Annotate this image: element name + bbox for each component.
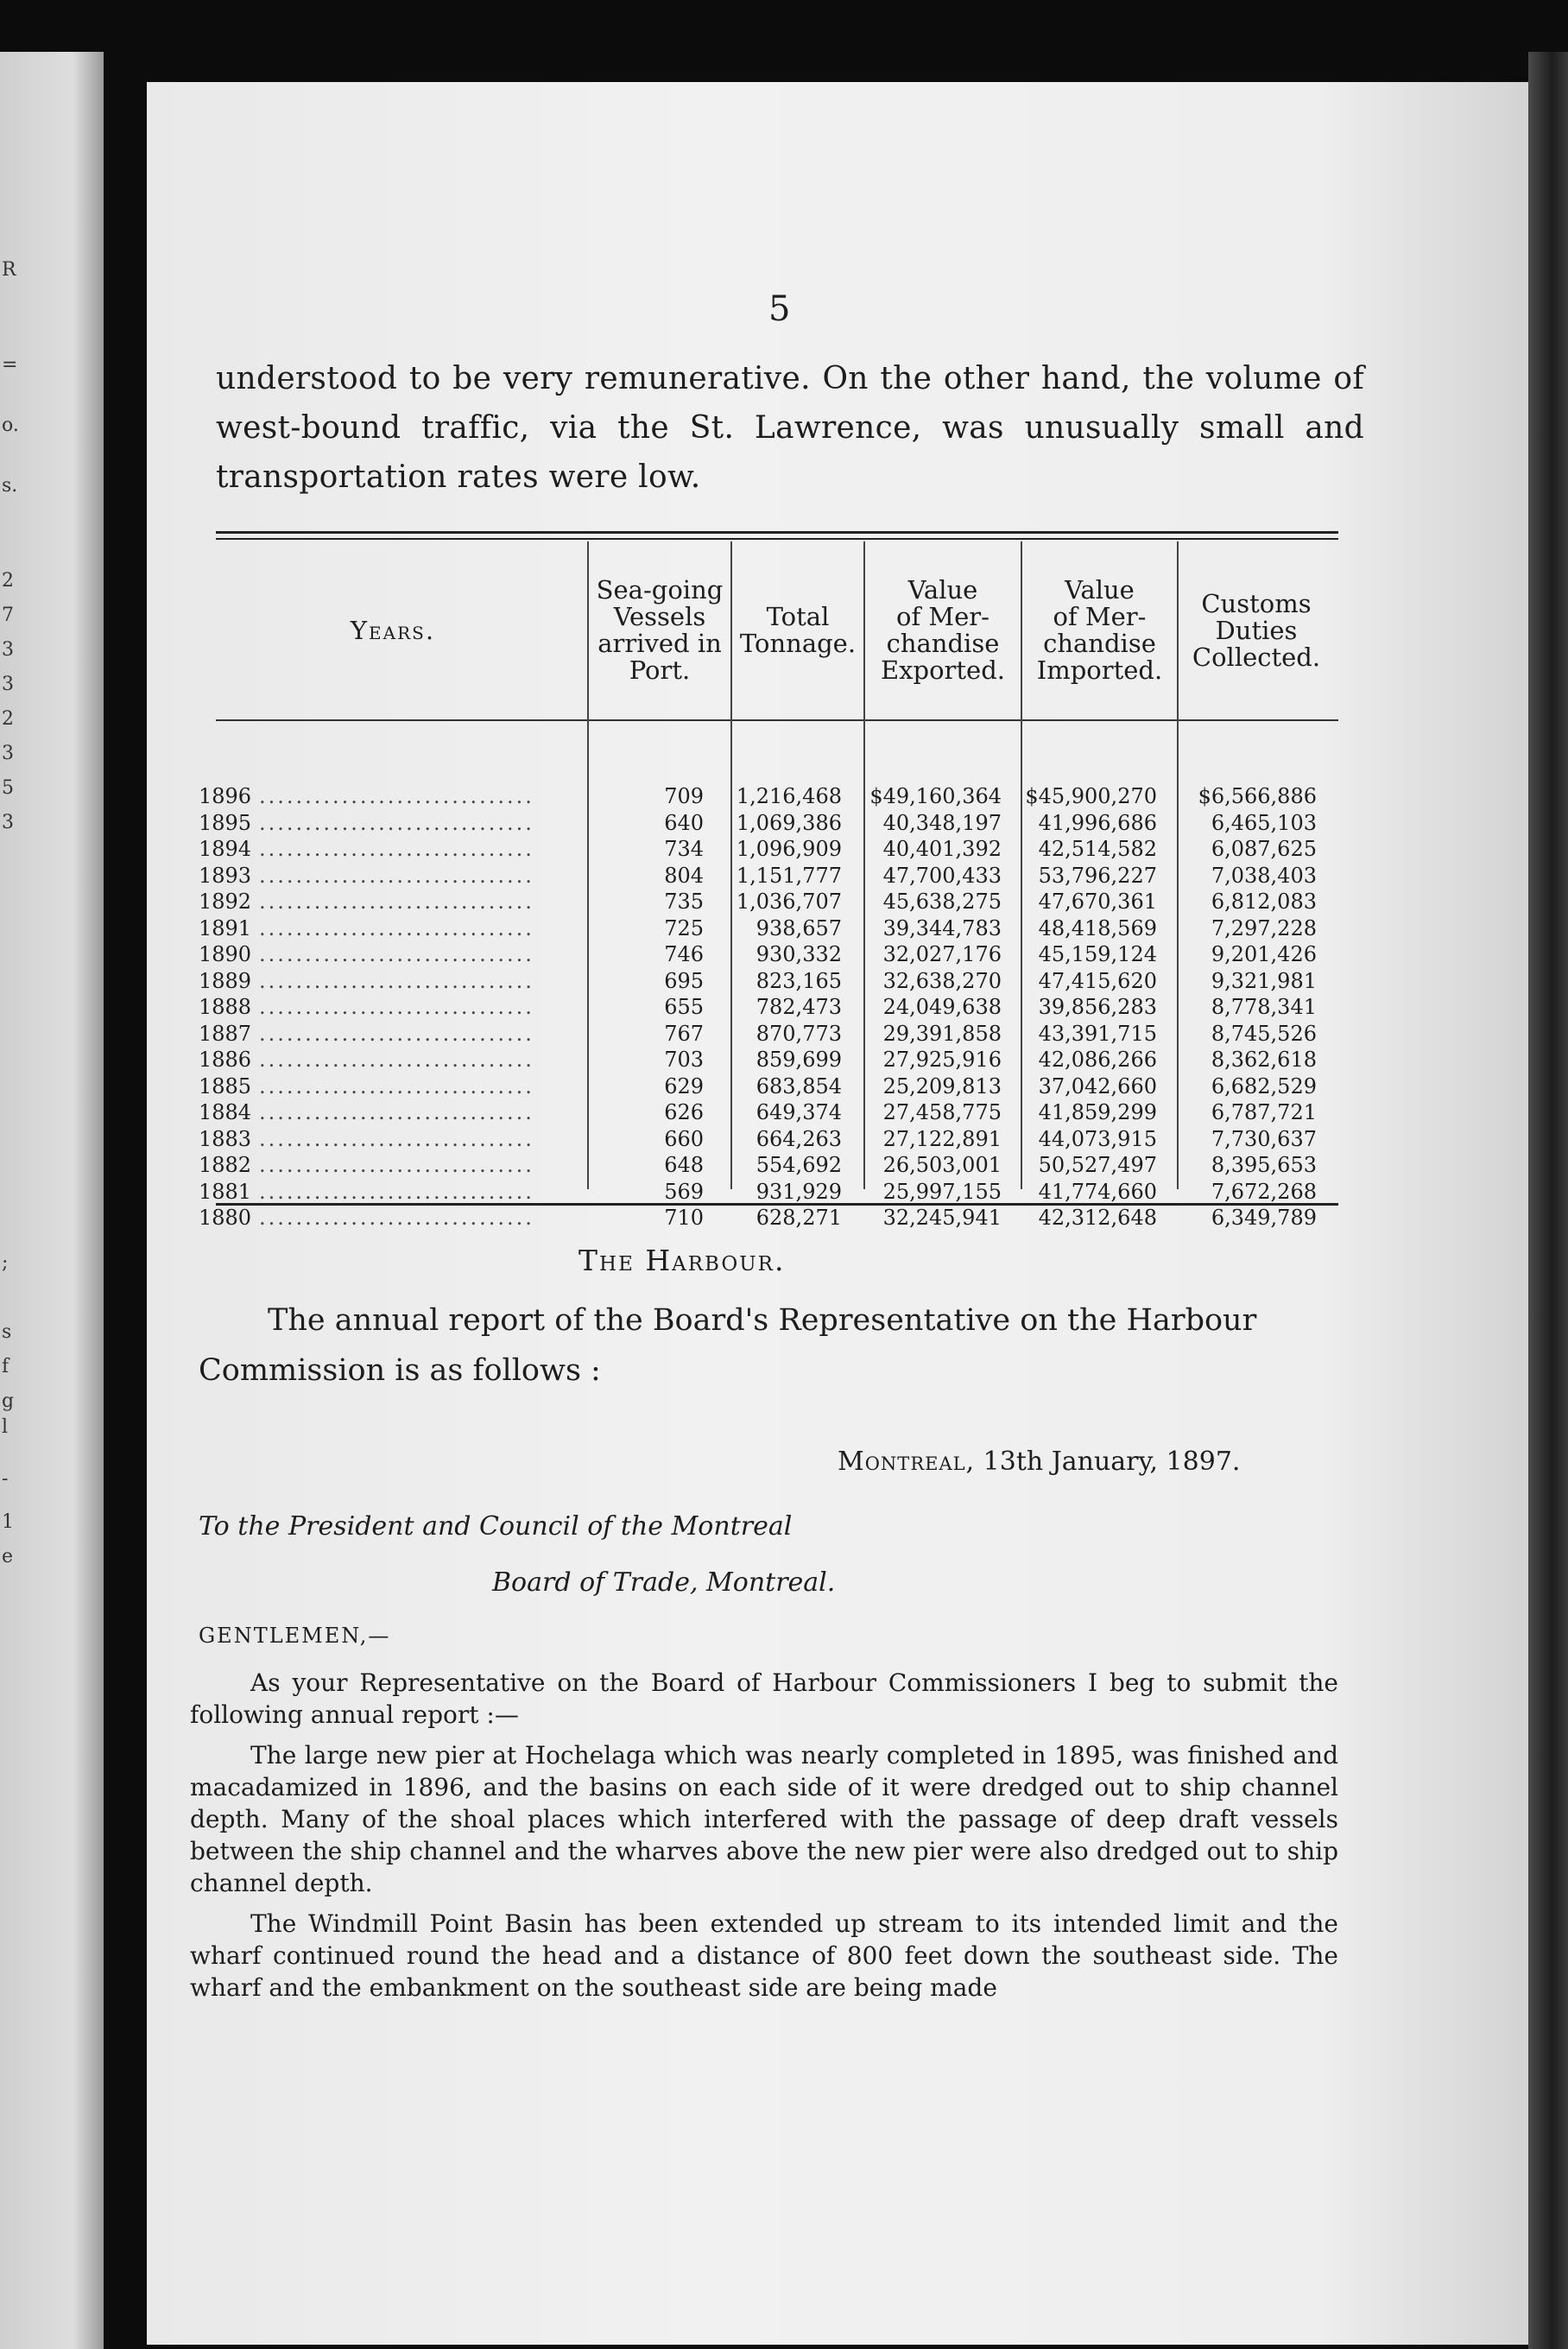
margin-fragment: 3: [2, 639, 14, 661]
greeting: GENTLEMEN,—: [199, 1624, 391, 1648]
cell-vessels: 709: [664, 784, 704, 808]
cell-vessels: 640: [664, 810, 704, 835]
table-row: [199, 968, 1356, 995]
cell-tonnage: 1,216,468: [736, 784, 842, 808]
cell-year: 1881: [199, 1179, 252, 1204]
paragraph: The large new pier at Hochelaga which was nearly completed in 1895, was finished and macadamized in 1896, and the basins on each side of it were dredged out to ship channel depth. Many of the shoal places which interfered with the passage of deep draft vessels between the ship channel and the wharves above the new pier were also dredged out to ship channel depth.: [190, 1741, 1338, 1897]
report-intro: The annual report of the Board's Representative on the Harbour Commission is as follows :: [199, 1303, 1257, 1388]
cell-vessels: 804: [664, 863, 704, 888]
cell-exported: 24,049,638: [882, 995, 1002, 1019]
cell-exported: 27,925,916: [882, 1048, 1002, 1072]
margin-fragment: e: [2, 1546, 14, 1567]
cell-imported: 41,996,686: [1038, 810, 1157, 835]
header-exported: Value of Mer- chandise Exported.: [880, 575, 1005, 685]
cell-customs: 7,038,403: [1211, 863, 1317, 888]
cell-customs: 8,395,653: [1211, 1153, 1317, 1177]
cell-customs: 9,321,981: [1211, 968, 1317, 993]
cell-customs: 6,465,103: [1211, 810, 1317, 835]
cell-tonnage: 628,271: [756, 1206, 842, 1230]
cell-exported: $49,160,364: [869, 784, 1002, 808]
dot-leader: ..............................: [259, 968, 534, 993]
cell-imported: 37,042,660: [1038, 1073, 1157, 1099]
cell-tonnage: 859,699: [756, 1048, 842, 1072]
cell-customs: 7,730,637: [1211, 1126, 1317, 1151]
cell-exported: 25,997,155: [882, 1179, 1002, 1204]
dot-leader: ..............................: [259, 1153, 534, 1177]
margin-fragment: ;: [2, 1252, 9, 1274]
cell-customs: 6,787,721: [1211, 1100, 1317, 1124]
cell-year: 1891: [199, 915, 252, 940]
cell-tonnage: 930,332: [756, 942, 842, 966]
table-row: [199, 1021, 1356, 1048]
salutation-line-2: Board of Trade, Montreal.: [492, 1567, 836, 1598]
margin-fragment: 3: [2, 674, 14, 695]
cell-imported: 41,859,299: [1038, 1100, 1157, 1124]
cell-year: 1882: [199, 1153, 252, 1177]
table-row: [199, 810, 1356, 837]
cell-customs: 6,682,529: [1211, 1073, 1317, 1099]
dot-leader: ..............................: [259, 1100, 534, 1124]
cell-year: 1894: [199, 837, 252, 861]
cell-tonnage: 1,096,909: [736, 837, 842, 861]
cell-tonnage: 1,069,386: [736, 810, 842, 835]
cell-exported: 40,401,392: [882, 837, 1002, 861]
document-page: [147, 82, 1528, 2345]
page-number: 5: [768, 289, 791, 329]
dot-leader: ..............................: [259, 810, 534, 835]
adjacent-page-strip: [0, 52, 104, 2349]
table-row: [199, 1126, 1356, 1153]
cell-year: 1889: [199, 968, 252, 993]
margin-fragment: 2: [2, 708, 14, 730]
cell-vessels: 767: [664, 1021, 704, 1046]
table-row: [199, 994, 1356, 1021]
dot-leader: ..............................: [259, 1179, 534, 1204]
cell-tonnage: 664,263: [756, 1126, 842, 1151]
dot-leader: ..............................: [259, 837, 534, 861]
dot-leader: ..............................: [259, 995, 534, 1019]
intro-paragraph: understood to be very remunerative. On the other hand, the volume of west-bound traffic, via the St. Lawrence, was unusually small and transportation rates were low.: [216, 361, 1364, 495]
header-vessels: Sea-going Vessels arrived in Port.: [596, 575, 724, 685]
table-row: [199, 1047, 1356, 1073]
header-imported: Value of Mer- chandise Imported.: [1036, 575, 1163, 685]
margin-fragment: s: [2, 1321, 12, 1343]
cell-exported: 27,122,891: [882, 1126, 1002, 1151]
dateline-date: 13th January, 1897.: [983, 1447, 1241, 1477]
cell-imported: 41,774,660: [1038, 1179, 1157, 1204]
cell-imported: 45,159,124: [1038, 942, 1157, 966]
cell-exported: 27,458,775: [882, 1100, 1002, 1124]
cell-imported: 39,856,283: [1038, 995, 1157, 1019]
cell-exported: 32,027,176: [882, 942, 1002, 966]
table-top-rule: [216, 531, 1338, 534]
cell-exported: 39,344,783: [882, 915, 1002, 940]
dot-leader: ..............................: [259, 1126, 534, 1151]
cell-tonnage: 1,151,777: [736, 863, 842, 888]
margin-fragment: R: [2, 259, 16, 281]
cell-vessels: 725: [664, 915, 704, 940]
margin-fragment: =: [2, 354, 18, 376]
table-row: [199, 836, 1356, 863]
table-row: [199, 863, 1356, 890]
margin-fragment: s.: [2, 475, 18, 497]
margin-fragment: f: [2, 1356, 9, 1377]
cell-vessels: 695: [664, 968, 704, 993]
dot-leader: ..............................: [259, 890, 534, 914]
dot-leader: ..............................: [259, 1021, 534, 1046]
cell-tonnage: 782,473: [756, 995, 842, 1019]
table-row: [199, 1099, 1356, 1126]
cell-vessels: 746: [664, 942, 704, 966]
cell-imported: 44,073,915: [1038, 1126, 1157, 1151]
margin-fragment: 3: [2, 743, 14, 764]
paragraph: As your Representative on the Board of Harbour Commissioners I beg to submit the following annual report :—: [190, 1668, 1338, 1729]
cell-exported: 29,391,858: [882, 1021, 1002, 1046]
dateline: [838, 1447, 1240, 1477]
table-row: [199, 915, 1356, 942]
cell-vessels: 629: [664, 1073, 704, 1099]
cell-customs: 6,812,083: [1211, 890, 1317, 914]
cell-tonnage: 649,374: [756, 1100, 842, 1124]
cell-customs: 7,297,228: [1211, 915, 1317, 940]
paragraph: The Windmill Point Basin has been extended up stream to its intended limit and the wharf continued round the head and a distance of 800 feet down the southeast side. The wharf and the embankment on the southeast side are being made: [190, 1909, 1338, 2002]
margin-fragment: -: [2, 1468, 9, 1490]
table-row: [199, 1073, 1356, 1100]
section-title: The Harbour.: [579, 1244, 786, 1277]
cell-exported: 26,503,001: [882, 1153, 1002, 1177]
cell-imported: 53,796,227: [1038, 863, 1157, 888]
cell-customs: 6,349,789: [1211, 1206, 1317, 1230]
cell-exported: 40,348,197: [882, 810, 1002, 835]
cell-year: 1880: [199, 1206, 252, 1230]
cell-tonnage: 870,773: [756, 1021, 842, 1046]
header-years: Years.: [350, 615, 436, 645]
cell-year: 1893: [199, 863, 252, 888]
margin-fragment: 5: [2, 777, 14, 799]
dot-leader: ..............................: [259, 1206, 534, 1230]
cell-vessels: 735: [664, 890, 704, 914]
margin-fragment: 7: [2, 605, 14, 626]
cell-imported: 50,527,497: [1038, 1153, 1157, 1177]
book-spine-edge: [1528, 52, 1568, 2349]
cell-year: 1886: [199, 1048, 252, 1072]
cell-exported: 25,209,813: [882, 1073, 1002, 1099]
cell-year: 1895: [199, 810, 252, 835]
cell-vessels: 569: [664, 1179, 704, 1204]
cell-vessels: 648: [664, 1153, 704, 1177]
dot-leader: ..............................: [259, 915, 534, 940]
cell-imported: 47,670,361: [1038, 890, 1157, 914]
table-top-rule-thin: [216, 538, 1338, 540]
cell-year: 1888: [199, 995, 252, 1019]
cell-tonnage: 823,165: [756, 968, 842, 993]
table-row: [199, 1205, 1356, 1231]
dot-leader: ..............................: [259, 1048, 534, 1072]
table-row: [199, 783, 1356, 810]
margin-fragment: 3: [2, 812, 14, 833]
dot-leader: ..............................: [259, 863, 534, 888]
cell-imported: 43,391,715: [1038, 1021, 1157, 1046]
cell-customs: 8,778,341: [1211, 995, 1317, 1019]
margin-fragment: 1: [2, 1511, 14, 1533]
cell-customs: 8,362,618: [1211, 1048, 1317, 1072]
cell-vessels: 710: [664, 1206, 704, 1230]
cell-customs: 9,201,426: [1211, 942, 1317, 966]
cell-imported: 48,418,569: [1038, 915, 1157, 940]
cell-vessels: 626: [664, 1100, 704, 1124]
cell-year: 1885: [199, 1073, 252, 1099]
cell-customs: $6,566,886: [1198, 784, 1317, 808]
cell-year: 1892: [199, 890, 252, 914]
dateline-place: Montreal,: [838, 1447, 976, 1477]
cell-vessels: 660: [664, 1126, 704, 1151]
margin-fragment: g: [2, 1390, 15, 1412]
cell-vessels: 734: [664, 837, 704, 861]
margin-fragment: o.: [2, 415, 19, 436]
cell-exported: 32,638,270: [882, 968, 1002, 993]
cell-imported: 47,415,620: [1038, 968, 1157, 993]
margin-fragment: 2: [2, 570, 14, 592]
header-tonnage: Total Tonnage.: [739, 602, 857, 658]
cell-imported: 42,312,648: [1038, 1206, 1157, 1230]
cell-tonnage: 1,036,707: [736, 890, 842, 914]
salutation-line-1: To the President and Council of the Montreal: [199, 1511, 793, 1542]
cell-tonnage: 931,929: [756, 1179, 842, 1204]
cell-exported: 45,638,275: [882, 890, 1002, 914]
table-row: [199, 889, 1356, 915]
cell-customs: 7,672,268: [1211, 1179, 1317, 1204]
cell-tonnage: 554,692: [756, 1153, 842, 1177]
cell-exported: 32,245,941: [882, 1206, 1002, 1230]
dot-leader: ..............................: [259, 784, 534, 808]
dot-leader: ..............................: [259, 1073, 534, 1099]
cell-customs: 6,087,625: [1211, 837, 1317, 861]
table-row: [199, 1152, 1356, 1179]
cell-year: 1884: [199, 1100, 252, 1124]
cell-imported: 42,514,582: [1038, 837, 1157, 861]
table-header-rule: [216, 719, 1338, 721]
cell-tonnage: 938,657: [756, 915, 842, 940]
margin-fragment: l: [2, 1416, 9, 1438]
header-customs: Customs Duties Collected.: [1192, 588, 1321, 672]
table-row: [199, 941, 1356, 968]
dot-leader: ..............................: [259, 942, 534, 966]
cell-customs: 8,745,526: [1211, 1021, 1317, 1046]
cell-vessels: 703: [664, 1048, 704, 1072]
cell-tonnage: 683,854: [756, 1073, 842, 1099]
cell-vessels: 655: [664, 995, 704, 1019]
cell-year: 1883: [199, 1126, 252, 1151]
cell-imported: 42,086,266: [1038, 1048, 1157, 1072]
cell-exported: 47,700,433: [882, 863, 1002, 888]
cell-year: 1896: [199, 784, 252, 808]
cell-year: 1890: [199, 942, 252, 966]
table-row: [199, 1179, 1356, 1206]
cell-year: 1887: [199, 1021, 252, 1046]
cell-imported: $45,900,270: [1025, 784, 1157, 808]
report-body: [190, 1667, 1338, 2012]
